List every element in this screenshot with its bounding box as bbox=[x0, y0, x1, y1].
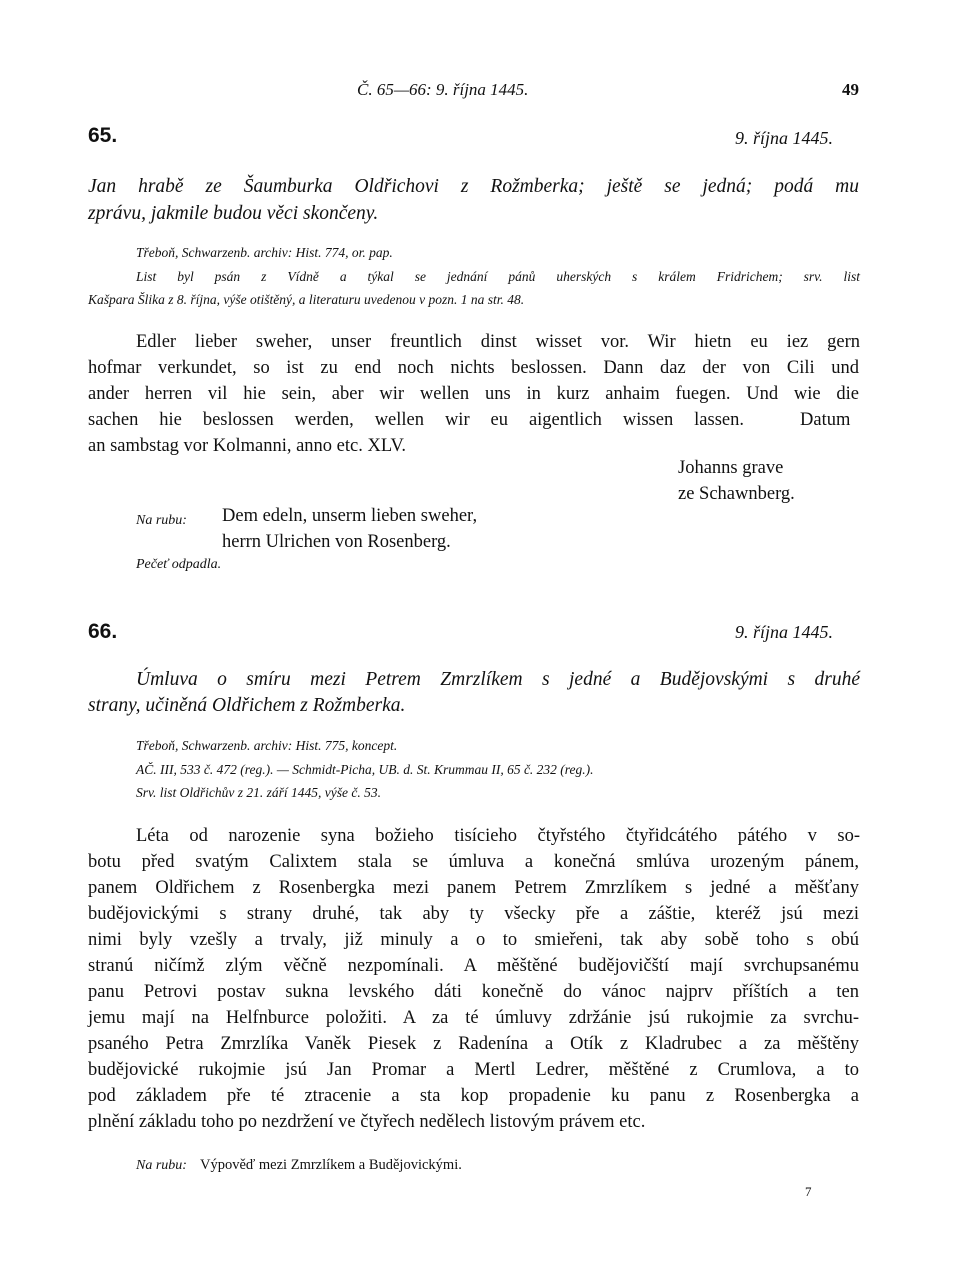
text-line: plnění základu toho po nezdržení ve čtyřech nedělech listovým právem etc. bbox=[88, 1112, 646, 1132]
text-line: sachen hie beslossen werden, wellen wir eu aigentlich wissen lassen. bbox=[88, 410, 744, 430]
signature-line: ze Schawnberg. bbox=[678, 484, 795, 504]
text-line: hofmar verkundet, so ist zu end noch nichts beslossen. Dann daz der von Cili und bbox=[88, 358, 859, 378]
verso-label: Na rubu: bbox=[136, 513, 187, 528]
text-line: an sambstag vor Kolmanni, anno etc. XLV. bbox=[88, 436, 407, 456]
source-line: List byl psán z Vídně a týkal se jednání pánů uherských s králem Fridrichem; srv. list bbox=[136, 269, 860, 284]
signature-mark: 7 bbox=[805, 1184, 812, 1199]
verso-text: Výpověď mezi Zmrzlíkem a Budějovickými. bbox=[200, 1157, 462, 1173]
source-line: Kašpara Šlika z 8. října, výše otištěný, a literaturu uvedenou v pozn. 1 na str. 48. bbox=[88, 292, 525, 307]
regest-title-line: Jan hrabě ze Šaumburka Oldřichovi z Rožmberka; ještě se jedná; podá mu bbox=[88, 176, 859, 197]
text-line: nimi byly vzešly a trvaly, již minuly a o to smieřeni, tak aby sobě toho s obú bbox=[88, 930, 859, 950]
text-line: budějovické rukojmie jsú Jan Promar a Mertl Ledrer, měštěné z Crumlova, a to bbox=[88, 1060, 859, 1080]
text-line: botu před svatým Calixtem stala se úmluva a konečná smlúva urozeným pánem, bbox=[88, 852, 859, 872]
text-line: Edler lieber sweher, unser freuntlich dinst wisset vor. Wir hietn eu iez gern bbox=[136, 332, 860, 352]
text-line: panem Oldřichem z Rosenbergka mezi panem Petrem Zmrzlíkem s jedné a měšťany bbox=[88, 878, 859, 898]
source-line: Třeboň, Schwarzenb. archiv: Hist. 774, or. pap. bbox=[136, 245, 393, 260]
text-line: ander herren vil hie sein, aber wir wellen uns in kurz anhaim fuegen. Und wie die bbox=[88, 384, 859, 404]
text-line: pod základem pře té ztracenie a sta kop propadenie ku panu z Rosenbergka a bbox=[88, 1086, 859, 1106]
text-line: budějovickými s strany druhé, tak aby ty všecky pře a záštie, kteréž jsú mezi bbox=[88, 904, 859, 924]
text-line: jemu mají na Helfnburce položiti. A za té úmluvy zdržánie jsú rukojmie za svrchu- bbox=[88, 1008, 859, 1028]
regest-title-line: Úmluva o smíru mezi Petrem Zmrzlíkem s jedné a Budějovskými s druhé bbox=[136, 669, 860, 690]
document-date: 9. října 1445. bbox=[735, 622, 834, 642]
running-title: Č. 65—66: 9. října 1445. bbox=[357, 80, 529, 99]
document-number: 65. bbox=[88, 124, 118, 147]
text-line: Léta od narozenie syna božieho tisícieho čtyřstého čtyřidcátého pátého v so- bbox=[136, 826, 860, 846]
regest-title-line: zprávu, jakmile budou věci skončeny. bbox=[88, 203, 379, 224]
regest-title-line: strany, učiněná Oldřichem z Rožmberka. bbox=[88, 695, 406, 716]
verso-label: Na rubu: bbox=[136, 1158, 187, 1173]
text-line: panu Petrovi postav sukna levského dáti konečně do vánoc najprv příštích a ten bbox=[88, 982, 859, 1002]
signature-line: Johanns grave bbox=[678, 458, 784, 478]
document-date: 9. října 1445. bbox=[735, 128, 834, 148]
source-line: Srv. list Oldřichův z 21. září 1445, výše č. 53. bbox=[136, 785, 381, 800]
source-line: Třeboň, Schwarzenb. archiv: Hist. 775, koncept. bbox=[136, 738, 398, 753]
text-line: Datum bbox=[800, 410, 851, 430]
text-line: stranú ničímž zlým věčně nezpomínali. A měštěné budějovičští mají svrchupsanému bbox=[88, 956, 859, 976]
verso-text: Dem edeln, unserm lieben sweher, bbox=[222, 506, 478, 526]
source-line: AČ. III, 533 č. 472 (reg.). — Schmidt-Picha, UB. d. St. Krummau II, 65 č. 232 (reg.). bbox=[136, 762, 594, 777]
page-number: 49 bbox=[842, 80, 859, 99]
seal-note: Pečeť odpadla. bbox=[136, 557, 222, 572]
verso-text: herrn Ulrichen von Rosenberg. bbox=[222, 532, 451, 552]
document-number: 66. bbox=[88, 620, 118, 643]
text-line: psaného Petra Zmrzlíka Vaněk Piesek z Radenína a Otík z Kladrubec a za měštěny bbox=[88, 1034, 859, 1054]
